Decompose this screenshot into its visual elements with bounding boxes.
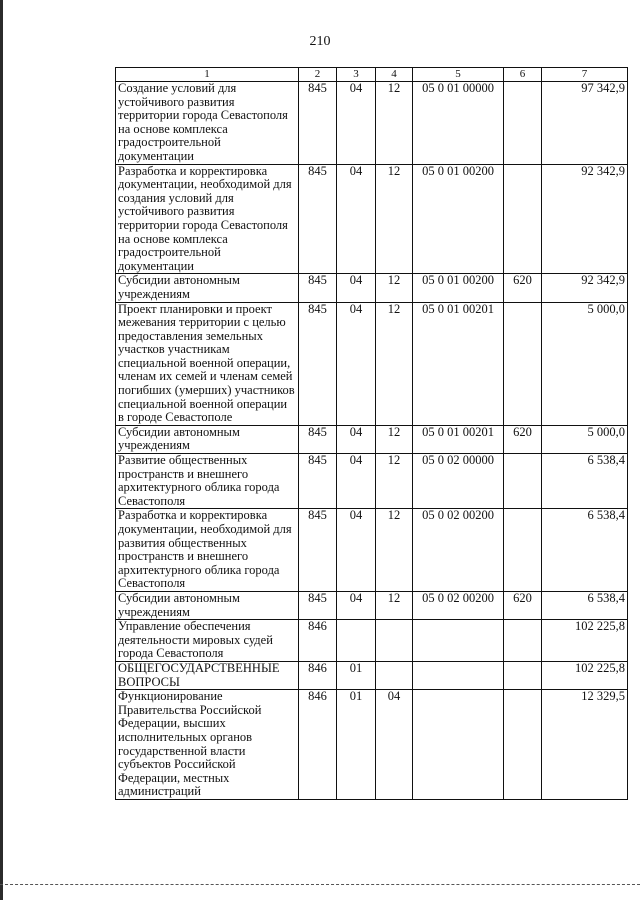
column-header: 2	[299, 68, 337, 82]
row-expense-type-cell	[504, 620, 542, 662]
row-name-cell: Разработка и корректировка документации, необходимой для развития общественных пространств и внешнего архитектурного облика города Севастополя	[116, 509, 299, 592]
row-name-cell: Создание условий для устойчивого развития территории города Севастополя на основе комплекса градостроительной документации	[116, 82, 299, 165]
row-subsection-cell: 12	[376, 274, 413, 302]
row-grbs-cell: 846	[299, 661, 337, 689]
table-row	[116, 274, 628, 302]
row-subsection-cell: 12	[376, 82, 413, 165]
row-subsection-cell	[376, 620, 413, 662]
row-amount-cell: 92 342,9	[542, 274, 628, 302]
row-grbs-cell: 845	[299, 454, 337, 509]
row-grbs-cell: 846	[299, 690, 337, 800]
row-amount-cell: 97 342,9	[542, 82, 628, 165]
row-section-cell: 04	[337, 591, 376, 619]
row-grbs-cell: 845	[299, 302, 337, 425]
row-subsection-cell: 12	[376, 591, 413, 619]
column-header: 5	[413, 68, 504, 82]
table-row	[116, 82, 628, 165]
row-target-article-cell: 05 0 02 00200	[413, 509, 504, 592]
column-header: 1	[116, 68, 299, 82]
row-section-cell: 04	[337, 509, 376, 592]
row-subsection-cell: 12	[376, 425, 413, 453]
row-target-article-cell: 05 0 01 00200	[413, 274, 504, 302]
row-amount-cell: 6 538,4	[542, 591, 628, 619]
table-row	[116, 661, 628, 689]
row-grbs-cell: 845	[299, 591, 337, 619]
row-section-cell: 04	[337, 302, 376, 425]
table-row	[116, 591, 628, 619]
row-expense-type-cell: 620	[504, 425, 542, 453]
table-row	[116, 425, 628, 453]
row-name-cell: Разработка и корректировка документации, необходимой для создания условий для устойчивого развития территории города Севастополя на основе комплекса градостроительной документации	[116, 164, 299, 274]
row-target-article-cell: 05 0 01 00201	[413, 425, 504, 453]
row-expense-type-cell	[504, 164, 542, 274]
row-target-article-cell: 05 0 02 00000	[413, 454, 504, 509]
row-expense-type-cell	[504, 690, 542, 800]
row-subsection-cell: 12	[376, 509, 413, 592]
row-target-article-cell: 05 0 02 00200	[413, 591, 504, 619]
row-section-cell: 04	[337, 454, 376, 509]
page-number: 210	[309, 34, 331, 49]
row-target-article-cell	[413, 661, 504, 689]
row-target-article-cell: 05 0 01 00000	[413, 82, 504, 165]
row-section-cell: 01	[337, 661, 376, 689]
row-grbs-cell: 846	[299, 620, 337, 662]
row-amount-cell: 102 225,8	[542, 661, 628, 689]
row-section-cell: 04	[337, 425, 376, 453]
row-amount-cell: 6 538,4	[542, 509, 628, 592]
budget-table	[115, 67, 628, 800]
row-expense-type-cell	[504, 509, 542, 592]
column-header: 3	[337, 68, 376, 82]
row-section-cell: 04	[337, 274, 376, 302]
row-name-cell: Управление обеспечения деятельности мировых судей города Севастополя	[116, 620, 299, 662]
row-target-article-cell: 05 0 01 00201	[413, 302, 504, 425]
row-amount-cell: 92 342,9	[542, 164, 628, 274]
row-expense-type-cell	[504, 302, 542, 425]
row-name-cell: Субсидии автономным учреждениям	[116, 425, 299, 453]
row-expense-type-cell	[504, 454, 542, 509]
bottom-dashed-line	[0, 884, 640, 885]
row-subsection-cell: 12	[376, 302, 413, 425]
column-number-row	[116, 68, 628, 82]
row-amount-cell: 102 225,8	[542, 620, 628, 662]
table-row	[116, 509, 628, 592]
scan-left-edge	[0, 0, 3, 900]
row-expense-type-cell	[504, 661, 542, 689]
column-header: 7	[542, 68, 628, 82]
column-header: 6	[504, 68, 542, 82]
row-section-cell: 01	[337, 690, 376, 800]
row-amount-cell: 5 000,0	[542, 302, 628, 425]
row-grbs-cell: 845	[299, 425, 337, 453]
table-row	[116, 164, 628, 274]
row-subsection-cell: 12	[376, 454, 413, 509]
row-amount-cell: 5 000,0	[542, 425, 628, 453]
row-subsection-cell: 12	[376, 164, 413, 274]
row-name-cell: Субсидии автономным учреждениям	[116, 274, 299, 302]
row-section-cell	[337, 620, 376, 662]
row-grbs-cell: 845	[299, 509, 337, 592]
table-row	[116, 690, 628, 800]
table-body	[116, 82, 628, 800]
row-name-cell: Проект планировки и проект межевания территории с целью предоставления земельных участков участникам специальной военной операции, членам их семей и членам семей погибших (умерших) участников специальной военной операции в городе Севастополе	[116, 302, 299, 425]
row-grbs-cell: 845	[299, 164, 337, 274]
row-amount-cell: 6 538,4	[542, 454, 628, 509]
column-header: 4	[376, 68, 413, 82]
row-target-article-cell	[413, 620, 504, 662]
table-row	[116, 454, 628, 509]
row-name-cell: Функционирование Правительства Российской Федерации, высших исполнительных органов государственной власти субъектов Российской Федерации, местных администраций	[116, 690, 299, 800]
row-expense-type-cell: 620	[504, 274, 542, 302]
row-amount-cell: 12 329,5	[542, 690, 628, 800]
row-section-cell: 04	[337, 164, 376, 274]
row-name-cell: Субсидии автономным учреждениям	[116, 591, 299, 619]
row-section-cell: 04	[337, 82, 376, 165]
row-target-article-cell: 05 0 01 00200	[413, 164, 504, 274]
row-subsection-cell: 04	[376, 690, 413, 800]
row-expense-type-cell	[504, 82, 542, 165]
row-name-cell: Развитие общественных пространств и внешнего архитектурного облика города Севастополя	[116, 454, 299, 509]
row-expense-type-cell: 620	[504, 591, 542, 619]
row-grbs-cell: 845	[299, 82, 337, 165]
row-name-cell: ОБЩЕГОСУДАРСТВЕННЫЕ ВОПРОСЫ	[116, 661, 299, 689]
row-grbs-cell: 845	[299, 274, 337, 302]
row-subsection-cell	[376, 661, 413, 689]
row-target-article-cell	[413, 690, 504, 800]
table-row	[116, 302, 628, 425]
table-row	[116, 620, 628, 662]
